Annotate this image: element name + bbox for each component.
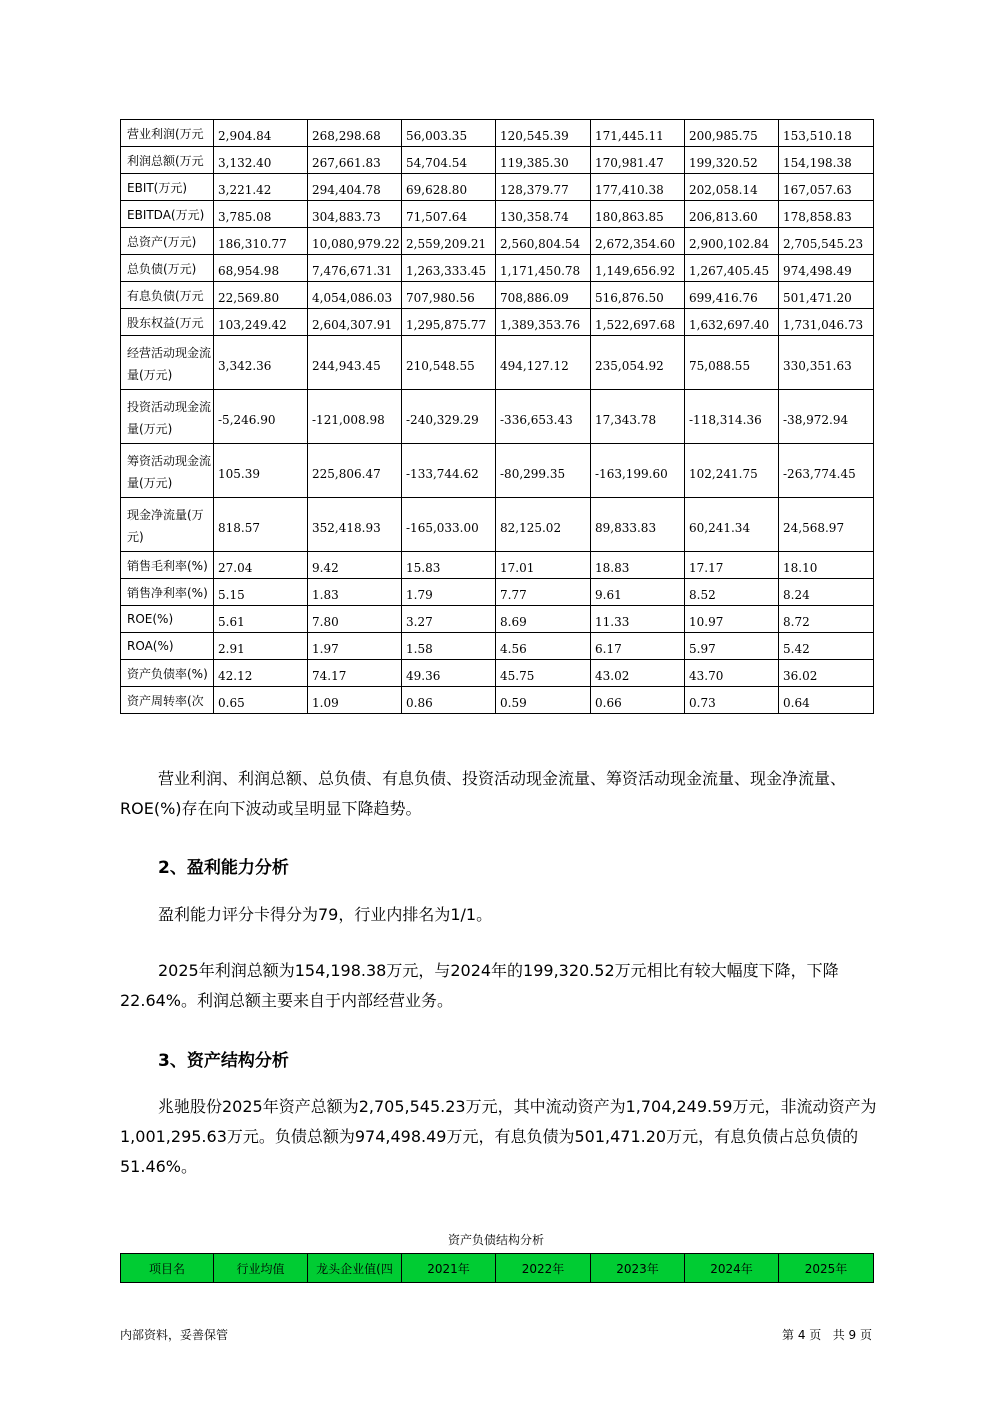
table-cell: 3,342.36 — [214, 336, 308, 390]
table-cell: 516,876.50 — [591, 282, 685, 309]
row-label: 筹资活动现金流量(万元) — [121, 444, 214, 498]
table-cell: 180,863.85 — [591, 201, 685, 228]
row-label: 利润总额(万元 — [121, 147, 214, 174]
table-cell: 68,954.98 — [214, 255, 308, 282]
table-cell: 130,358.74 — [496, 201, 591, 228]
table-cell: 7.80 — [308, 606, 402, 633]
table-row — [121, 255, 874, 282]
column-header: 2023年 — [591, 1254, 685, 1283]
table-cell: 235,054.92 — [591, 336, 685, 390]
table-row — [121, 660, 874, 687]
table-cell: 45.75 — [496, 660, 591, 687]
footer-confidential: 内部资料，妥善保管 — [120, 1328, 229, 1342]
table-row — [121, 147, 874, 174]
table-cell: 17,343.78 — [591, 390, 685, 444]
row-label: 投资活动现金流量(万元) — [121, 390, 214, 444]
table-cell: 43.70 — [685, 660, 779, 687]
row-label: 有息负债(万元 — [121, 282, 214, 309]
table-cell: 2,559,209.21 — [402, 228, 496, 255]
table-cell: 0.66 — [591, 687, 685, 714]
table-cell: 17.17 — [685, 552, 779, 579]
table-cell: 178,858.83 — [779, 201, 874, 228]
row-label: 股东权益(万元 — [121, 309, 214, 336]
table-row — [121, 390, 874, 444]
table-cell: 105.39 — [214, 444, 308, 498]
table-cell: 11.33 — [591, 606, 685, 633]
table-cell: 9.61 — [591, 579, 685, 606]
row-label: EBIT(万元) — [121, 174, 214, 201]
table-cell: 128,379.77 — [496, 174, 591, 201]
table-cell: 1.79 — [402, 579, 496, 606]
table-cell: 74.17 — [308, 660, 402, 687]
heading-profitability: 2、盈利能力分析 — [158, 858, 289, 878]
profit-detail-text: 2025年利润总额为154,198.38万元，与2024年的199,320.52万元相比有较大幅度下降，下降22.64%。利润总额主要来自于内部经营业务。 — [120, 961, 839, 1010]
table-cell: 171,445.11 — [591, 120, 685, 147]
table-cell: 1,389,353.76 — [496, 309, 591, 336]
table-cell: 5.42 — [779, 633, 874, 660]
table-cell: -5,246.90 — [214, 390, 308, 444]
table-cell: 1,522,697.68 — [591, 309, 685, 336]
table-cell: 167,057.63 — [779, 174, 874, 201]
table-cell: -121,008.98 — [308, 390, 402, 444]
table-cell: 8.52 — [685, 579, 779, 606]
row-label: EBITDA(万元) — [121, 201, 214, 228]
table-cell: 1,295,875.77 — [402, 309, 496, 336]
table-cell: 71,507.64 — [402, 201, 496, 228]
table-row — [121, 579, 874, 606]
table-row — [121, 606, 874, 633]
table-cell: 17.01 — [496, 552, 591, 579]
table-cell: 1.09 — [308, 687, 402, 714]
column-header: 2024年 — [685, 1254, 779, 1283]
table-cell: 8.72 — [779, 606, 874, 633]
column-header: 2025年 — [779, 1254, 874, 1283]
column-header: 行业均值 — [214, 1254, 308, 1283]
table-cell: 3,785.08 — [214, 201, 308, 228]
table-row — [121, 633, 874, 660]
table-cell: 0.64 — [779, 687, 874, 714]
table-cell: 202,058.14 — [685, 174, 779, 201]
table-cell: 49.36 — [402, 660, 496, 687]
table-cell: 1,632,697.40 — [685, 309, 779, 336]
table-cell: 24,568.97 — [779, 498, 874, 552]
table-cell: 330,351.63 — [779, 336, 874, 390]
table-cell: 120,545.39 — [496, 120, 591, 147]
row-label: 销售毛利率(%) — [121, 552, 214, 579]
table-cell: 199,320.52 — [685, 147, 779, 174]
table-row — [121, 336, 874, 390]
table-cell: 7,476,671.31 — [308, 255, 402, 282]
table-cell: 1,149,656.92 — [591, 255, 685, 282]
table-cell: 267,661.83 — [308, 147, 402, 174]
column-header: 龙头企业值(四 — [308, 1254, 402, 1283]
table-cell: 43.02 — [591, 660, 685, 687]
table-cell: 10,080,979.22 — [308, 228, 402, 255]
table-cell: 177,410.38 — [591, 174, 685, 201]
table-row — [121, 552, 874, 579]
table-cell: 154,198.38 — [779, 147, 874, 174]
table-cell: 119,385.30 — [496, 147, 591, 174]
table-cell: -165,033.00 — [402, 498, 496, 552]
table-cell: -38,972.94 — [779, 390, 874, 444]
table-row — [121, 309, 874, 336]
table-cell: 352,418.93 — [308, 498, 402, 552]
table-cell: 9.42 — [308, 552, 402, 579]
asset-detail-text: 兆驰股份2025年资产总额为2,705,545.23万元，其中流动资产为1,704,249.59万元，非流动资产为1,001,295.63万元。负债总额为974,498.49万元，有息负债为501,471.20万元，有息负债占总负债的51.46%。 — [120, 1097, 877, 1176]
table-cell: 54,704.54 — [402, 147, 496, 174]
table-cell: 244,943.45 — [308, 336, 402, 390]
table-cell: -163,199.60 — [591, 444, 685, 498]
table-cell: 10.97 — [685, 606, 779, 633]
column-header: 2021年 — [402, 1254, 496, 1283]
row-label: ROA(%) — [121, 633, 214, 660]
table-row — [121, 687, 874, 714]
table-cell: 153,510.18 — [779, 120, 874, 147]
table-cell: 8.69 — [496, 606, 591, 633]
table-cell: 3.27 — [402, 606, 496, 633]
table-cell: 707,980.56 — [402, 282, 496, 309]
table-cell: 18.10 — [779, 552, 874, 579]
table-cell: 0.86 — [402, 687, 496, 714]
table-cell: 2,560,804.54 — [496, 228, 591, 255]
table-cell: 0.59 — [496, 687, 591, 714]
table-cell: 2,904.84 — [214, 120, 308, 147]
table-cell: 102,241.75 — [685, 444, 779, 498]
table-cell: 2.91 — [214, 633, 308, 660]
row-label: 经营活动现金流量(万元) — [121, 336, 214, 390]
table-cell: 8.24 — [779, 579, 874, 606]
table-cell: 7.77 — [496, 579, 591, 606]
table-cell: -80,299.35 — [496, 444, 591, 498]
balance-table-caption: 资产负债结构分析 — [447, 1233, 544, 1247]
column-header: 2022年 — [496, 1254, 591, 1283]
table-cell: -118,314.36 — [685, 390, 779, 444]
balance-table-header-row — [121, 1254, 874, 1283]
table-cell: 0.65 — [214, 687, 308, 714]
table-cell: 1,263,333.45 — [402, 255, 496, 282]
table-cell: 210,548.55 — [402, 336, 496, 390]
table-row — [121, 498, 874, 552]
table-row — [121, 444, 874, 498]
table-cell: 974,498.49 — [779, 255, 874, 282]
row-label: 资产负债率(%) — [121, 660, 214, 687]
row-label: 营业利润(万元 — [121, 120, 214, 147]
table-cell: 5.15 — [214, 579, 308, 606]
table-cell: 103,249.42 — [214, 309, 308, 336]
table-cell: 56,003.35 — [402, 120, 496, 147]
table-cell: 2,604,307.91 — [308, 309, 402, 336]
table-cell: -336,653.43 — [496, 390, 591, 444]
table-cell: 0.73 — [685, 687, 779, 714]
row-label: 销售净利率(%) — [121, 579, 214, 606]
table-cell: 27.04 — [214, 552, 308, 579]
table-cell: 36.02 — [779, 660, 874, 687]
footer-page-number: 第 4 页 共 9 页 — [782, 1328, 872, 1342]
table-cell: 18.83 — [591, 552, 685, 579]
table-cell: 1.58 — [402, 633, 496, 660]
table-cell: 15.83 — [402, 552, 496, 579]
table-cell: 304,883.73 — [308, 201, 402, 228]
table-cell: 3,221.42 — [214, 174, 308, 201]
row-label: 现金净流量(万元) — [121, 498, 214, 552]
table-cell: 2,672,354.60 — [591, 228, 685, 255]
row-label: 资产周转率(次 — [121, 687, 214, 714]
table-row — [121, 120, 874, 147]
row-label: ROE(%) — [121, 606, 214, 633]
trend-summary: 营业利润、利润总额、总负债、有息负债、投资活动现金流量、筹资活动现金流量、现金净流量、ROE(%)存在向下波动或呈明显下降趋势。 — [120, 769, 847, 818]
table-cell: 494,127.12 — [496, 336, 591, 390]
table-cell: 60,241.34 — [685, 498, 779, 552]
table-cell: -133,744.62 — [402, 444, 496, 498]
table-cell: 1.83 — [308, 579, 402, 606]
table-cell: 206,813.60 — [685, 201, 779, 228]
profit-score-text: 盈利能力评分卡得分为79，行业内排名为1/1。 — [158, 905, 493, 924]
table-cell: 2,900,102.84 — [685, 228, 779, 255]
row-label: 总负债(万元) — [121, 255, 214, 282]
balance-structure-table — [120, 1253, 874, 1283]
table-row — [121, 282, 874, 309]
table-cell: 4,054,086.03 — [308, 282, 402, 309]
table-cell: 708,886.09 — [496, 282, 591, 309]
table-cell: 170,981.47 — [591, 147, 685, 174]
table-cell: 22,569.80 — [214, 282, 308, 309]
table-cell: -240,329.29 — [402, 390, 496, 444]
heading-asset-structure: 3、资产结构分析 — [158, 1051, 289, 1071]
table-cell: 186,310.77 — [214, 228, 308, 255]
table-cell: 501,471.20 — [779, 282, 874, 309]
table-cell: 699,416.76 — [685, 282, 779, 309]
table-cell: 42.12 — [214, 660, 308, 687]
table-cell: 1,171,450.78 — [496, 255, 591, 282]
table-cell: 1,267,405.45 — [685, 255, 779, 282]
table-cell: 225,806.47 — [308, 444, 402, 498]
financial-indicators-table — [120, 119, 874, 714]
table-row — [121, 174, 874, 201]
table-cell: 82,125.02 — [496, 498, 591, 552]
table-cell: 294,404.78 — [308, 174, 402, 201]
table-row — [121, 201, 874, 228]
column-header: 项目名 — [121, 1254, 214, 1283]
table-cell: -263,774.45 — [779, 444, 874, 498]
table-cell: 6.17 — [591, 633, 685, 660]
table-cell: 75,088.55 — [685, 336, 779, 390]
table-cell: 1,731,046.73 — [779, 309, 874, 336]
row-label: 总资产(万元) — [121, 228, 214, 255]
table-cell: 4.56 — [496, 633, 591, 660]
table-cell: 5.61 — [214, 606, 308, 633]
table-cell: 3,132.40 — [214, 147, 308, 174]
table-row — [121, 228, 874, 255]
table-cell: 268,298.68 — [308, 120, 402, 147]
table-cell: 200,985.75 — [685, 120, 779, 147]
table-cell: 1.97 — [308, 633, 402, 660]
table-cell: 89,833.83 — [591, 498, 685, 552]
table-cell: 69,628.80 — [402, 174, 496, 201]
table-cell: 2,705,545.23 — [779, 228, 874, 255]
table-cell: 5.97 — [685, 633, 779, 660]
table-cell: 818.57 — [214, 498, 308, 552]
